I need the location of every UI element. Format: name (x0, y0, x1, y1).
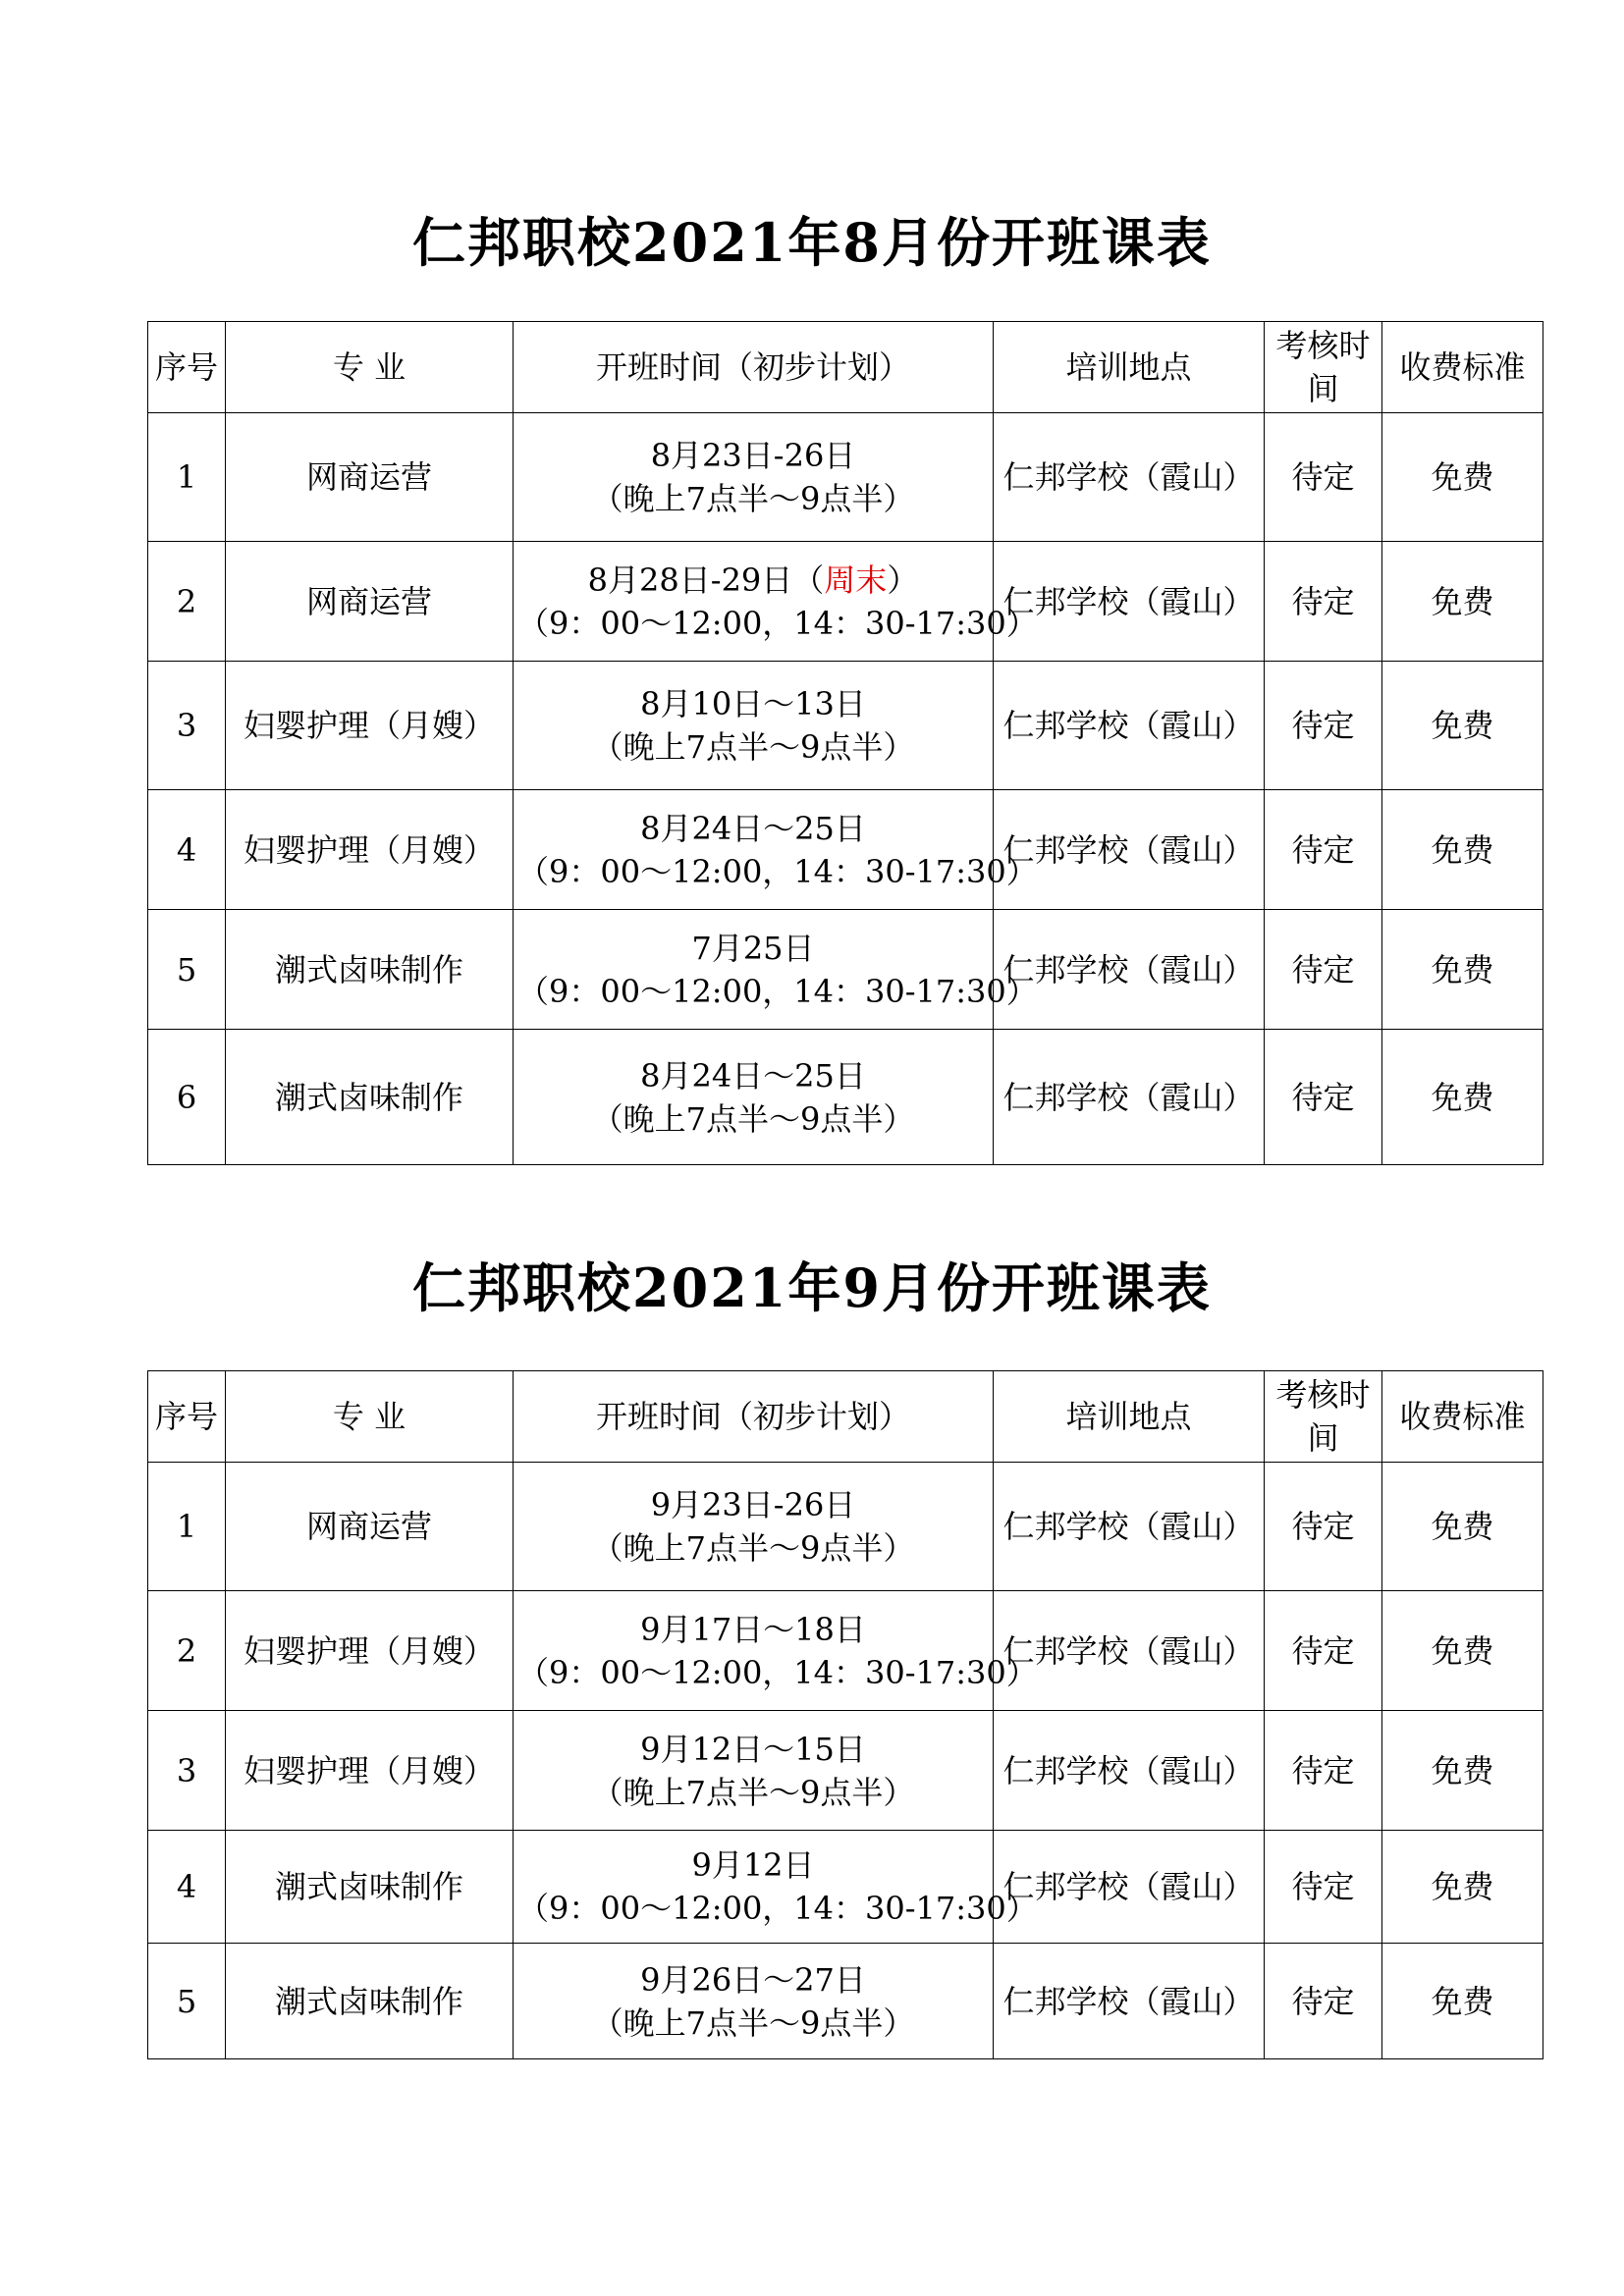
location-cell: 仁邦学校（霞山） (994, 413, 1265, 542)
september-rows (148, 1463, 1543, 2059)
time-line-2: （9：00～12:00，14：30-17:30） (517, 604, 1038, 642)
time-line-1 (517, 1608, 989, 1651)
row-number: 3 (148, 662, 226, 790)
fee-cell: 免费 (1382, 662, 1543, 790)
header-location: 培训地点 (994, 1371, 1265, 1463)
exam-time-cell: 待定 (1265, 1463, 1382, 1591)
time-line-2: （晚上7点半～9点半） (591, 1099, 915, 1138)
location-cell: 仁邦学校（霞山） (994, 1030, 1265, 1165)
time-date-range: 8月10日～13日 (640, 685, 866, 722)
time-line-2: （9：00～12:00，14：30-17:30） (517, 1653, 1038, 1691)
row-number: 1 (148, 413, 226, 542)
header-location: 培训地点 (994, 322, 1265, 413)
major-cell: 网商运营 (226, 542, 514, 662)
table-row (148, 1831, 1543, 1944)
time-line-1 (517, 1843, 989, 1887)
august-schedule-table (147, 321, 1543, 1165)
row-number: 4 (148, 790, 226, 910)
weekend-note: 周末 (824, 561, 888, 599)
table-row (148, 1944, 1543, 2059)
row-number: 2 (148, 542, 226, 662)
header-exam: 考核时间 (1265, 1371, 1382, 1463)
time-line-1 (517, 682, 989, 725)
major-cell: 潮式卤味制作 (226, 910, 514, 1030)
major-cell: 妇婴护理（月嫂） (226, 790, 514, 910)
fee-cell: 免费 (1382, 1831, 1543, 1944)
row-number: 5 (148, 910, 226, 1030)
table-row (148, 1591, 1543, 1711)
exam-time-cell: 待定 (1265, 1831, 1382, 1944)
row-number: 2 (148, 1591, 226, 1711)
header-fee: 收费标准 (1382, 322, 1543, 413)
time-cell (514, 1711, 994, 1831)
time-cell (514, 1831, 1038, 1944)
time-date-range: 7月25日 (691, 929, 815, 967)
time-line-2: （9：00～12:00，14：30-17:30） (517, 852, 1038, 890)
header-row (148, 322, 1543, 413)
time-date-range: 9月12日～15日 (640, 1730, 866, 1768)
time-cell (514, 542, 1038, 662)
time-cell (514, 662, 994, 790)
exam-time-cell: 待定 (1265, 662, 1382, 790)
fee-cell: 免费 (1382, 542, 1543, 662)
time-line-1-end: ） (887, 561, 919, 599)
header-major: 专 业 (226, 1371, 514, 1463)
fee-cell: 免费 (1382, 1591, 1543, 1711)
table-row (148, 910, 1543, 1030)
time-line-1 (517, 559, 989, 602)
time-cell (514, 1463, 994, 1591)
time-line-2: （晚上7点半～9点半） (591, 480, 915, 517)
row-number: 3 (148, 1711, 226, 1831)
time-line-2: （9：00～12:00，14：30-17:30） (517, 972, 1038, 1010)
time-date-range: 8月24日～25日 (640, 809, 866, 847)
fee-cell: 免费 (1382, 790, 1543, 910)
header-time: 开班时间（初步计划） (514, 1371, 994, 1463)
location-cell: 仁邦学校（霞山） (994, 662, 1265, 790)
time-line-2: （晚上7点半～9点半） (591, 1529, 915, 1567)
time-line-1 (517, 1483, 989, 1526)
header-row (148, 1371, 1543, 1463)
time-cell (514, 413, 994, 542)
august-schedule-title: 仁邦职校2021年8月份开班课表 (412, 211, 1212, 274)
time-line-2: （晚上7点半～9点半） (591, 1773, 915, 1811)
fee-cell: 免费 (1382, 413, 1543, 542)
august-rows (148, 413, 1543, 1165)
time-date-range: 9月17日～18日 (640, 1610, 866, 1648)
major-cell: 网商运营 (226, 1463, 514, 1591)
september-schedule-title: 仁邦职校2021年9月份开班课表 (412, 1256, 1212, 1319)
exam-time-cell: 待定 (1265, 542, 1382, 662)
header-exam: 考核时间 (1265, 322, 1382, 413)
major-cell: 潮式卤味制作 (226, 1030, 514, 1165)
fee-cell: 免费 (1382, 1944, 1543, 2059)
row-number: 4 (148, 1831, 226, 1944)
time-line-1 (517, 807, 989, 850)
major-cell: 妇婴护理（月嫂） (226, 1591, 514, 1711)
header-fee: 收费标准 (1382, 1371, 1543, 1463)
fee-cell: 免费 (1382, 1030, 1543, 1165)
major-cell: 潮式卤味制作 (226, 1831, 514, 1944)
time-line-1 (517, 434, 989, 477)
time-line-1 (517, 1958, 989, 2002)
location-cell: 仁邦学校（霞山） (994, 1591, 1265, 1711)
time-line-2: （晚上7点半～9点半） (591, 2003, 915, 2042)
time-date-range: 9月12日 (691, 1846, 815, 1884)
header-major: 专 业 (226, 322, 514, 413)
header-no: 序号 (148, 1371, 226, 1463)
exam-time-cell: 待定 (1265, 1591, 1382, 1711)
exam-time-cell: 待定 (1265, 413, 1382, 542)
time-cell (514, 1591, 1038, 1711)
header-time: 开班时间（初步计划） (514, 322, 994, 413)
row-number: 1 (148, 1463, 226, 1591)
major-cell: 妇婴护理（月嫂） (226, 662, 514, 790)
time-line-2: （9：00～12:00，14：30-17:30） (517, 1890, 1038, 1927)
time-cell (514, 790, 1038, 910)
header-no: 序号 (148, 322, 226, 413)
time-date-range: 8月24日～25日 (640, 1056, 866, 1095)
time-line-2: （晚上7点半～9点半） (591, 728, 915, 766)
location-cell: 仁邦学校（霞山） (994, 1463, 1265, 1591)
exam-time-cell: 待定 (1265, 1711, 1382, 1831)
time-date-range: 8月28日-29日（ (587, 561, 825, 599)
time-line-1 (517, 927, 989, 970)
row-number: 5 (148, 1944, 226, 2059)
exam-time-cell: 待定 (1265, 1030, 1382, 1165)
fee-cell: 免费 (1382, 1711, 1543, 1831)
location-cell: 仁邦学校（霞山） (994, 910, 1265, 1030)
exam-time-cell: 待定 (1265, 910, 1382, 1030)
table-row (148, 1030, 1543, 1165)
time-line-1 (517, 1728, 989, 1771)
exam-time-cell: 待定 (1265, 790, 1382, 910)
time-cell (514, 1944, 994, 2059)
table-row (148, 790, 1543, 910)
location-cell: 仁邦学校（霞山） (994, 790, 1265, 910)
table-row (148, 1463, 1543, 1591)
table-row (148, 662, 1543, 790)
time-line-1 (517, 1054, 989, 1097)
table-row (148, 1711, 1543, 1831)
time-date-range: 9月23日-26日 (650, 1486, 856, 1523)
time-date-range: 8月23日-26日 (650, 437, 856, 474)
exam-time-cell: 待定 (1265, 1944, 1382, 2059)
major-cell: 潮式卤味制作 (226, 1944, 514, 2059)
location-cell: 仁邦学校（霞山） (994, 1944, 1265, 2059)
time-cell (514, 910, 1038, 1030)
row-number: 6 (148, 1030, 226, 1165)
time-cell (514, 1030, 994, 1165)
major-cell: 妇婴护理（月嫂） (226, 1711, 514, 1831)
location-cell: 仁邦学校（霞山） (994, 1711, 1265, 1831)
table-row (148, 413, 1543, 542)
september-schedule-table (147, 1370, 1543, 2059)
fee-cell: 免费 (1382, 1463, 1543, 1591)
time-date-range: 9月26日～27日 (640, 1960, 866, 1999)
location-cell: 仁邦学校（霞山） (994, 542, 1265, 662)
major-cell: 网商运营 (226, 413, 514, 542)
table-row (148, 542, 1543, 662)
location-cell: 仁邦学校（霞山） (994, 1831, 1265, 1944)
fee-cell: 免费 (1382, 910, 1543, 1030)
